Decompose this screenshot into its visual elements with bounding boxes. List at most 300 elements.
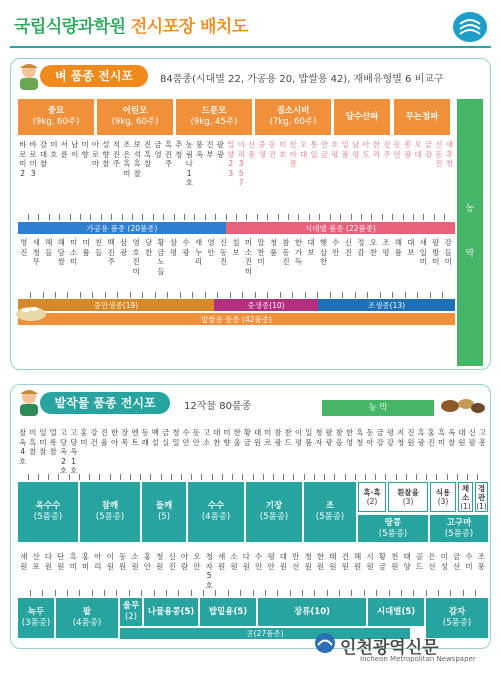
variety-label: 청자: [315, 428, 323, 447]
variety-label: 동원: [118, 552, 127, 571]
variety-label: 정감: [357, 238, 365, 257]
variety-label: 천원: [391, 552, 399, 571]
variety-label: 아로마: [91, 140, 100, 168]
variety-label: 친들: [95, 238, 103, 257]
column-tick: [364, 590, 365, 596]
column-tick: [257, 214, 258, 220]
variety-label: 보석흑찰: [133, 140, 141, 178]
variety-label: 팔방미: [432, 238, 440, 266]
column-tick: [376, 590, 377, 596]
column-tick: [205, 292, 206, 298]
variety-label: 일미찰: [39, 428, 47, 456]
rice-section-title: 벼 품종 전시포: [40, 65, 148, 87]
variety-label: 남이: [71, 140, 79, 159]
field-bottom-group-name: 율무: [122, 601, 140, 612]
column-tick: [280, 292, 281, 298]
variety-label: 오대: [299, 140, 308, 159]
field-crop-group: [304, 482, 356, 542]
variety-label: 진원: [407, 428, 415, 447]
variety-label: 강대찰: [39, 140, 48, 168]
column-tick: [475, 590, 476, 596]
variety-label: 옥찰: [448, 428, 456, 447]
variety-label: 동래: [141, 428, 149, 447]
column-tick: [180, 292, 181, 298]
column-tick: [92, 590, 93, 596]
column-tick: [184, 214, 185, 220]
column-tick: [314, 474, 315, 480]
column-tick: [122, 214, 123, 220]
column-tick: [253, 590, 254, 596]
column-tick: [242, 474, 243, 480]
variety-label: 호평: [331, 140, 339, 159]
field-crop-group-name: 수수: [207, 501, 225, 512]
variety-label: 건원: [341, 552, 349, 571]
column-tick: [339, 590, 340, 596]
column-tick: [130, 474, 131, 480]
column-tick: [371, 214, 372, 220]
variety-label: 남평: [352, 140, 360, 159]
column-tick: [430, 292, 431, 298]
column-tick: [166, 590, 167, 596]
variety-label: 오찬: [369, 238, 377, 257]
variety-label: 진율: [100, 428, 108, 447]
page-title: 국립식량과학원 전시포장 배치도: [14, 17, 248, 37]
watermark-title: 인천광역신문: [340, 638, 439, 658]
column-tick: [304, 474, 305, 480]
variety-label: 수안: [255, 552, 263, 571]
column-tick: [293, 474, 294, 480]
column-tick: [217, 292, 218, 298]
variety-label: 오대: [414, 140, 422, 159]
column-tick: [434, 214, 435, 220]
field-small-box: [388, 482, 428, 512]
column-tick: [89, 474, 90, 480]
column-tick: [142, 292, 143, 298]
column-tick: [355, 474, 356, 480]
rice-type-box: [394, 99, 450, 135]
column-tick: [212, 474, 213, 480]
variety-label: 황금: [243, 428, 252, 447]
column-tick: [417, 292, 418, 298]
variety-label: 산포: [32, 552, 40, 571]
variety-label: 진부: [206, 140, 214, 159]
variety-label: 이원: [106, 552, 114, 571]
variety-label: 청원: [304, 552, 312, 571]
variety-label: 통일: [310, 140, 318, 159]
variety-label: 아리: [94, 552, 102, 571]
variety-label: 팔광: [325, 428, 333, 447]
variety-label: 대원: [458, 428, 466, 447]
column-tick: [450, 590, 451, 596]
variety-label: 알찬미: [257, 238, 265, 266]
field-bottom-group: [368, 598, 424, 626]
column-tick: [267, 214, 268, 220]
column-tick: [265, 590, 266, 596]
variety-label: 금선: [452, 552, 461, 571]
field-crop-group-name: 조: [325, 501, 335, 512]
variety-label: 소원: [131, 552, 139, 571]
field-small-box-detail: (1): [476, 501, 487, 511]
column-tick: [236, 214, 237, 220]
field-bottom-group-detail: (5품종): [442, 618, 472, 628]
column-tick: [389, 590, 390, 596]
column-tick: [319, 214, 320, 220]
column-tick: [129, 590, 130, 596]
field-small-box: [475, 482, 488, 512]
column-tick: [153, 214, 154, 220]
variety-label: 중생: [258, 140, 266, 159]
column-tick: [477, 474, 478, 480]
column-tick: [405, 292, 406, 298]
column-tick: [192, 292, 193, 298]
variety-label: 청밀: [172, 428, 180, 447]
variety-label: 한영: [345, 428, 354, 447]
variety-label: 삼평: [169, 238, 178, 257]
column-tick: [142, 214, 143, 220]
variety-label: 아람: [180, 552, 189, 571]
variety-label: 금실: [161, 428, 170, 447]
column-tick: [30, 590, 31, 596]
field-crop-group: [80, 482, 140, 542]
column-tick: [171, 474, 172, 480]
field-bottom-group-detail: (3품종): [21, 618, 51, 628]
column-tick: [317, 292, 318, 298]
variety-label: 바로미2: [19, 140, 27, 178]
column-tick: [226, 214, 227, 220]
column-tick: [130, 292, 131, 298]
variety-label: 신진: [344, 238, 352, 257]
column-tick: [59, 214, 60, 220]
column-tick: [181, 474, 182, 480]
variety-label: 새추청: [445, 140, 453, 168]
column-tick: [79, 474, 80, 480]
column-tick: [116, 590, 117, 596]
column-tick: [194, 214, 195, 220]
column-tick: [385, 474, 386, 480]
field-bottom-group-name: 감자: [448, 607, 466, 618]
column-tick: [242, 292, 243, 298]
variety-label: 흑진주: [164, 140, 172, 168]
column-tick: [28, 474, 29, 480]
field-small-box-detail: (2): [366, 497, 378, 506]
column-tick: [392, 292, 393, 298]
field-small-box-detail: (3): [402, 497, 414, 506]
column-tick: [330, 214, 331, 220]
variety-label: 만금: [320, 140, 328, 159]
column-tick: [305, 292, 306, 298]
column-tick: [380, 292, 381, 298]
column-tick: [340, 214, 341, 220]
beans-icon: [436, 386, 488, 418]
column-tick: [191, 474, 192, 480]
variety-label: 풍옥: [195, 140, 204, 159]
column-tick: [288, 214, 289, 220]
variety-label: 참동진: [282, 238, 290, 266]
column-tick: [463, 590, 464, 596]
column-tick: [48, 474, 49, 480]
field-section-desc: 12작물 80품종: [184, 401, 252, 412]
column-tick: [327, 590, 328, 596]
variety-label: 미소진미: [244, 238, 253, 276]
field-crop-group-detail: (5품종): [95, 512, 125, 522]
field-small-box: [358, 482, 386, 512]
column-tick: [191, 590, 192, 596]
variety-label: 신동진: [219, 238, 228, 266]
rice-type-box: [255, 99, 331, 135]
field-bottom-group: [426, 598, 488, 638]
rice-type-box-name: 무논점파: [405, 111, 439, 122]
variety-label: 청품: [269, 238, 278, 257]
variety-label: 황금: [378, 552, 386, 571]
column-tick: [283, 474, 284, 480]
peanut-group: [358, 515, 428, 542]
column-tick: [324, 474, 325, 480]
peanut-group-name: 땅콩: [384, 517, 402, 528]
variety-label: 미흑찰: [29, 428, 37, 456]
variety-label: 해들: [45, 238, 53, 257]
variety-label: 백진주: [107, 238, 115, 266]
column-tick: [117, 292, 118, 298]
column-tick: [140, 474, 141, 480]
column-tick: [396, 474, 397, 480]
column-tick: [99, 474, 100, 480]
variety-label: 해담쌀: [57, 238, 65, 266]
variety-label: 고당옥2호: [59, 428, 68, 475]
column-tick: [290, 590, 291, 596]
variety-label: 일품: [305, 428, 313, 447]
variety-label: 미호: [279, 140, 287, 159]
field-crop-group-name: 기장: [265, 501, 283, 512]
variety-label: 소원: [230, 552, 238, 571]
variety-label: 미소미: [70, 238, 78, 266]
variety-label: 만선: [292, 552, 300, 571]
column-tick: [42, 590, 43, 596]
variety-label: 고흥: [478, 428, 487, 447]
variety-label: 서륜: [60, 140, 68, 159]
column-tick: [273, 474, 274, 480]
column-tick: [342, 292, 343, 298]
variety-label: 찰옥4호: [18, 428, 27, 466]
column-tick: [201, 474, 202, 480]
variety-label: 신팔: [468, 428, 476, 447]
variety-label: 진흑찰: [143, 140, 152, 168]
field-small-box-detail: (3): [437, 497, 449, 506]
field-bottom-group-name: 시대별(5): [376, 606, 416, 617]
column-tick: [406, 474, 407, 480]
column-tick: [55, 590, 56, 596]
variety-label: 단원: [57, 552, 65, 571]
variety-label: 한원: [316, 552, 325, 571]
variety-label: 추청: [175, 140, 183, 159]
rice-processing-bar: 가공용 품종 (20품종): [18, 222, 226, 234]
field-bottom-group-name: 녹두: [27, 607, 45, 618]
column-tick: [361, 214, 362, 220]
column-tick: [70, 214, 71, 220]
column-tick: [457, 474, 458, 480]
field-side-label: 농 막: [322, 400, 434, 416]
variety-label: 흑미: [69, 552, 77, 571]
column-tick: [79, 590, 80, 596]
variety-label: 지청: [396, 428, 405, 447]
variety-label: 미향: [223, 428, 231, 447]
variety-label: 미향: [81, 140, 89, 159]
variety-label: 다원: [242, 552, 250, 571]
variety-label: 홍미: [80, 428, 88, 447]
field-bottom-group: [200, 598, 256, 626]
sweet-potato-group-detail: (5품종): [444, 528, 474, 539]
variety-label: 대원: [279, 552, 287, 571]
field-small-box-detail: (1): [460, 501, 471, 511]
variety-label: 참올: [335, 428, 343, 447]
variety-label: 수광: [182, 238, 190, 257]
variety-label: 영안: [207, 238, 215, 257]
field-bottom-group: [120, 598, 142, 626]
variety-label: 동아: [366, 428, 374, 447]
column-tick: [55, 292, 56, 298]
rice-type-box: [18, 99, 94, 135]
variety-label: 신진: [168, 552, 176, 571]
column-tick: [230, 292, 231, 298]
column-tick: [215, 214, 216, 220]
column-tick: [438, 590, 439, 596]
variety-label: 장목: [121, 428, 129, 447]
variety-label: 영호진미: [132, 238, 140, 276]
column-tick: [110, 474, 111, 480]
column-tick: [330, 292, 331, 298]
rice-grain-icon: [14, 296, 48, 322]
column-tick: [215, 590, 216, 596]
variety-label: 태원: [329, 552, 337, 571]
field-section-title: 밭작물 품종 전시포: [40, 392, 170, 414]
column-tick: [255, 292, 256, 298]
field-bottom-group-name: 장류(10): [293, 606, 331, 617]
column-tick: [163, 214, 164, 220]
rice-total-bar: 밥쌀용 품종 (42품종): [18, 313, 455, 325]
variety-label: 적진주: [112, 140, 120, 168]
variety-label: 고소: [202, 428, 211, 447]
variety-label: 대찬: [213, 428, 221, 447]
rice-late-bar: 중만생종(19): [18, 299, 214, 311]
variety-label: 찬드: [284, 428, 292, 447]
column-tick: [90, 214, 91, 220]
column-tick: [309, 214, 310, 220]
variety-label: 얼룩찰: [49, 428, 57, 456]
column-tick: [277, 590, 278, 596]
variety-label: 태양: [403, 552, 411, 571]
rice-type-box-name: 담수산파: [345, 111, 379, 122]
column-tick: [111, 214, 112, 220]
column-tick: [267, 292, 268, 298]
peanut-group-detail: (5품종): [378, 528, 408, 539]
field-crop-group: [142, 482, 186, 542]
variety-label: 엔트: [131, 428, 139, 447]
column-tick: [161, 474, 162, 480]
column-tick: [174, 214, 175, 220]
rice-type-box: [97, 99, 173, 135]
rice-type-box-name: 드문모: [201, 106, 227, 117]
column-tick: [382, 214, 383, 220]
variety-label: 이리357: [237, 140, 245, 187]
variety-label: 농림나1호: [185, 140, 193, 187]
variety-label: 수미: [465, 552, 473, 571]
variety-label: 대원: [253, 428, 262, 447]
variety-label: 조풍: [477, 552, 485, 571]
rice-type-box-name: 중묘: [47, 106, 65, 117]
variety-label: 백설: [151, 428, 160, 447]
variety-label: 은선: [428, 552, 436, 571]
field-small-box: [458, 482, 473, 512]
column-tick: [345, 474, 346, 480]
variety-label: 홍진: [427, 428, 435, 447]
rice-type-box: [334, 99, 390, 135]
column-tick: [154, 590, 155, 596]
field-bottom-group: [18, 598, 54, 638]
column-tick: [205, 214, 206, 220]
variety-label: 진주: [383, 140, 391, 159]
column-tick: [104, 590, 105, 596]
variety-label: 흑광: [417, 428, 425, 447]
column-tick: [423, 214, 424, 220]
rice-side-label: 농 막: [457, 99, 483, 366]
column-tick: [367, 292, 368, 298]
variety-label: 조은흑미: [123, 140, 131, 178]
variety-label: 참광: [274, 428, 282, 447]
column-tick: [263, 474, 264, 480]
sweet-potato-group-name: 고구마: [446, 517, 472, 528]
column-tick: [375, 474, 376, 480]
variety-label: 해품: [394, 238, 402, 257]
variety-label: 시원: [366, 552, 374, 571]
variety-label: 햇살찬: [319, 238, 328, 266]
rice-type-box-detail: (9kg, 45주): [190, 117, 238, 127]
column-tick: [58, 474, 59, 480]
variety-label: 동진: [268, 140, 276, 159]
variety-label: 새청무: [32, 238, 40, 266]
variety-label: 한아름: [289, 140, 297, 168]
variety-label: 홍안: [143, 552, 151, 571]
field-small-box: [430, 482, 456, 512]
variety-label: 미품: [82, 238, 90, 257]
variety-label: 신동진: [435, 140, 443, 168]
field-crop-group: [18, 482, 78, 542]
variety-label: 청자5호: [205, 552, 213, 590]
column-tick: [416, 474, 417, 480]
column-tick: [334, 474, 335, 480]
watermark-subtitle: Incheon Metropolitan Newspaper: [360, 655, 476, 663]
variety-label: 홍미: [81, 552, 90, 571]
column-tick: [101, 214, 102, 220]
variety-label: 새원: [217, 552, 226, 571]
column-tick: [365, 474, 366, 480]
variety-label: 삼광: [120, 238, 128, 257]
variety-label: 금강: [376, 428, 384, 447]
column-tick: [28, 214, 29, 220]
field-small-box-name: 경관: [477, 483, 486, 502]
column-tick: [298, 214, 299, 220]
rice-early-bar: 조생종(13): [318, 299, 455, 311]
variety-label: 한아: [110, 428, 119, 447]
sweet-potato-group: [430, 515, 488, 542]
variety-label: 아도: [362, 140, 370, 159]
variety-label: 봉광: [404, 140, 412, 159]
rice-type-box-detail: (9kg, 60주): [32, 117, 80, 127]
column-tick: [413, 214, 414, 220]
field-bottom-group: [144, 598, 198, 626]
variety-label: 조평: [382, 238, 390, 257]
field-bottom-group-name: 나물용콩(5): [147, 606, 195, 617]
variety-label: 한라: [372, 140, 381, 159]
variety-label: 동안: [393, 140, 401, 159]
